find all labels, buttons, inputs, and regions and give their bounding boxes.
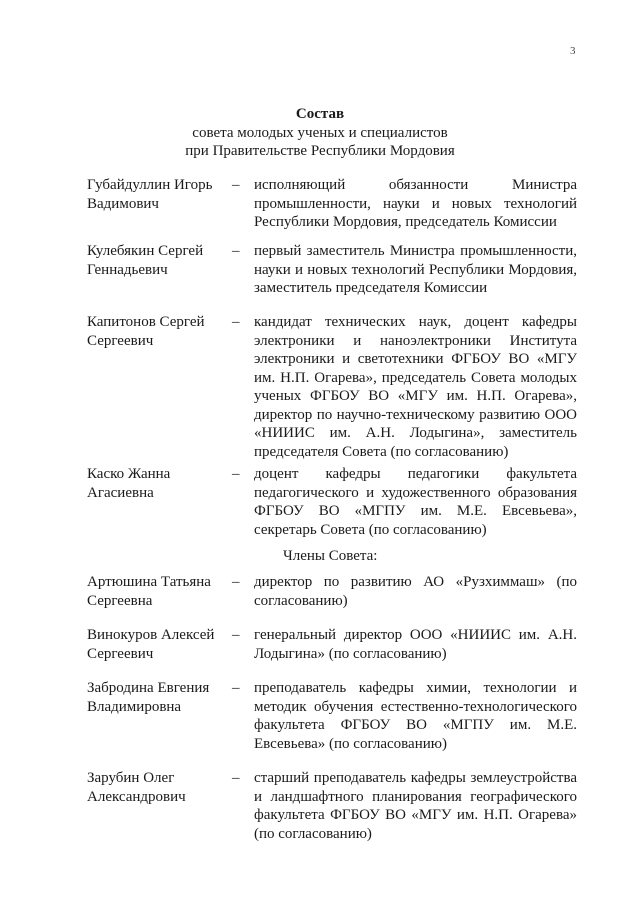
patronymic: Владимировна: [87, 698, 182, 715]
person-name: [87, 679, 237, 716]
person-role: преподаватель кафедры химии, технологии и методик обучения естественно-технологического факультета ФГБОУ ВО «МГПУ им. М.Е. Евсевьева» (по согласованию): [254, 680, 577, 752]
patronymic: Александрович: [87, 788, 186, 805]
surname-name: Каско Жанна: [87, 466, 171, 482]
document-subtitle-line1: совета молодых ученых и специалистов: [192, 125, 448, 141]
dash-separator: –: [232, 243, 240, 259]
surname-name: Капитонов Сергей: [87, 314, 205, 330]
person-role: директор по развитию АО «Рузхиммаш» (по согласованию): [254, 574, 577, 609]
person-name: [87, 769, 237, 806]
document-heading: [0, 105, 640, 160]
dash-separator: –: [232, 466, 240, 482]
person-role: генеральный директор ООО «НИИИС им. А.Н. Лодыгина» (по согласованию): [254, 627, 577, 662]
person-role: исполняющий обязанности Министра промышленности, науки и новых технологий Республики Мордовия, председатель Комиссии: [254, 177, 577, 230]
person-role: старший преподаватель кафедры землеустройства и ландшафтного планирования географического факультета ФГБОУ ВО «МГУ им. Н.П. Огарева» (по согласованию): [254, 770, 577, 842]
surname-name: Артюшина Татьяна: [87, 574, 211, 590]
surname-name: Зарубин Олег: [87, 770, 175, 786]
person-role: первый заместитель Министра промышленности, науки и новых технологий Республики Мордовия, заместитель председателя Комиссии: [254, 243, 577, 296]
document-title: Состав: [295, 106, 345, 122]
surname-name: Винокуров Алексей: [87, 627, 215, 643]
person-name: [87, 626, 237, 663]
person-role: кандидат технических наук, доцент кафедры электроники и наноэлектроники Института электроники и светотехники ФГБОУ ВО «МГУ им. Н.П. Огарева», председатель Совета молодых ученых ФГБОУ ВО «МГУ им. Н.П. Огарева», директор по научно-техническому развитию ООО «НИИИС им. А.Н. Лодыгина», заместитель председателя Совета (по согласованию): [254, 314, 577, 460]
patronymic: Сергеевна: [87, 592, 153, 609]
dash-separator: –: [232, 177, 240, 193]
surname-name: Кулебякин Сергей: [87, 243, 204, 259]
person-name: [87, 465, 237, 502]
dash-separator: –: [232, 627, 240, 643]
document-subtitle-line2: при Правительстве Республики Мордовия: [185, 143, 455, 159]
surname-name: Губайдуллин Игорь: [87, 177, 213, 193]
person-name: [87, 313, 237, 350]
dash-separator: –: [232, 314, 240, 330]
person-name: [87, 176, 237, 213]
dash-separator: –: [232, 770, 240, 786]
person-name: [87, 242, 237, 279]
dash-separator: –: [232, 574, 240, 590]
patronymic: Сергеевич: [87, 332, 154, 349]
person-role: доцент кафедры педагогики факультета педагогического и художественного образования ФГБОУ ВО «МГПУ им. М.Е. Евсевьева», секретарь Совета (по согласованию): [254, 466, 577, 538]
patronymic: Геннадьевич: [87, 261, 168, 278]
person-name: [87, 573, 237, 610]
members-heading: Члены Совета:: [283, 548, 378, 564]
dash-separator: –: [232, 680, 240, 696]
patronymic: Агасиевна: [87, 484, 154, 501]
surname-name: Забродина Евгения: [87, 680, 210, 696]
page-number: 3: [570, 45, 576, 57]
patronymic: Сергеевич: [87, 645, 154, 662]
patronymic: Вадимович: [87, 195, 159, 212]
